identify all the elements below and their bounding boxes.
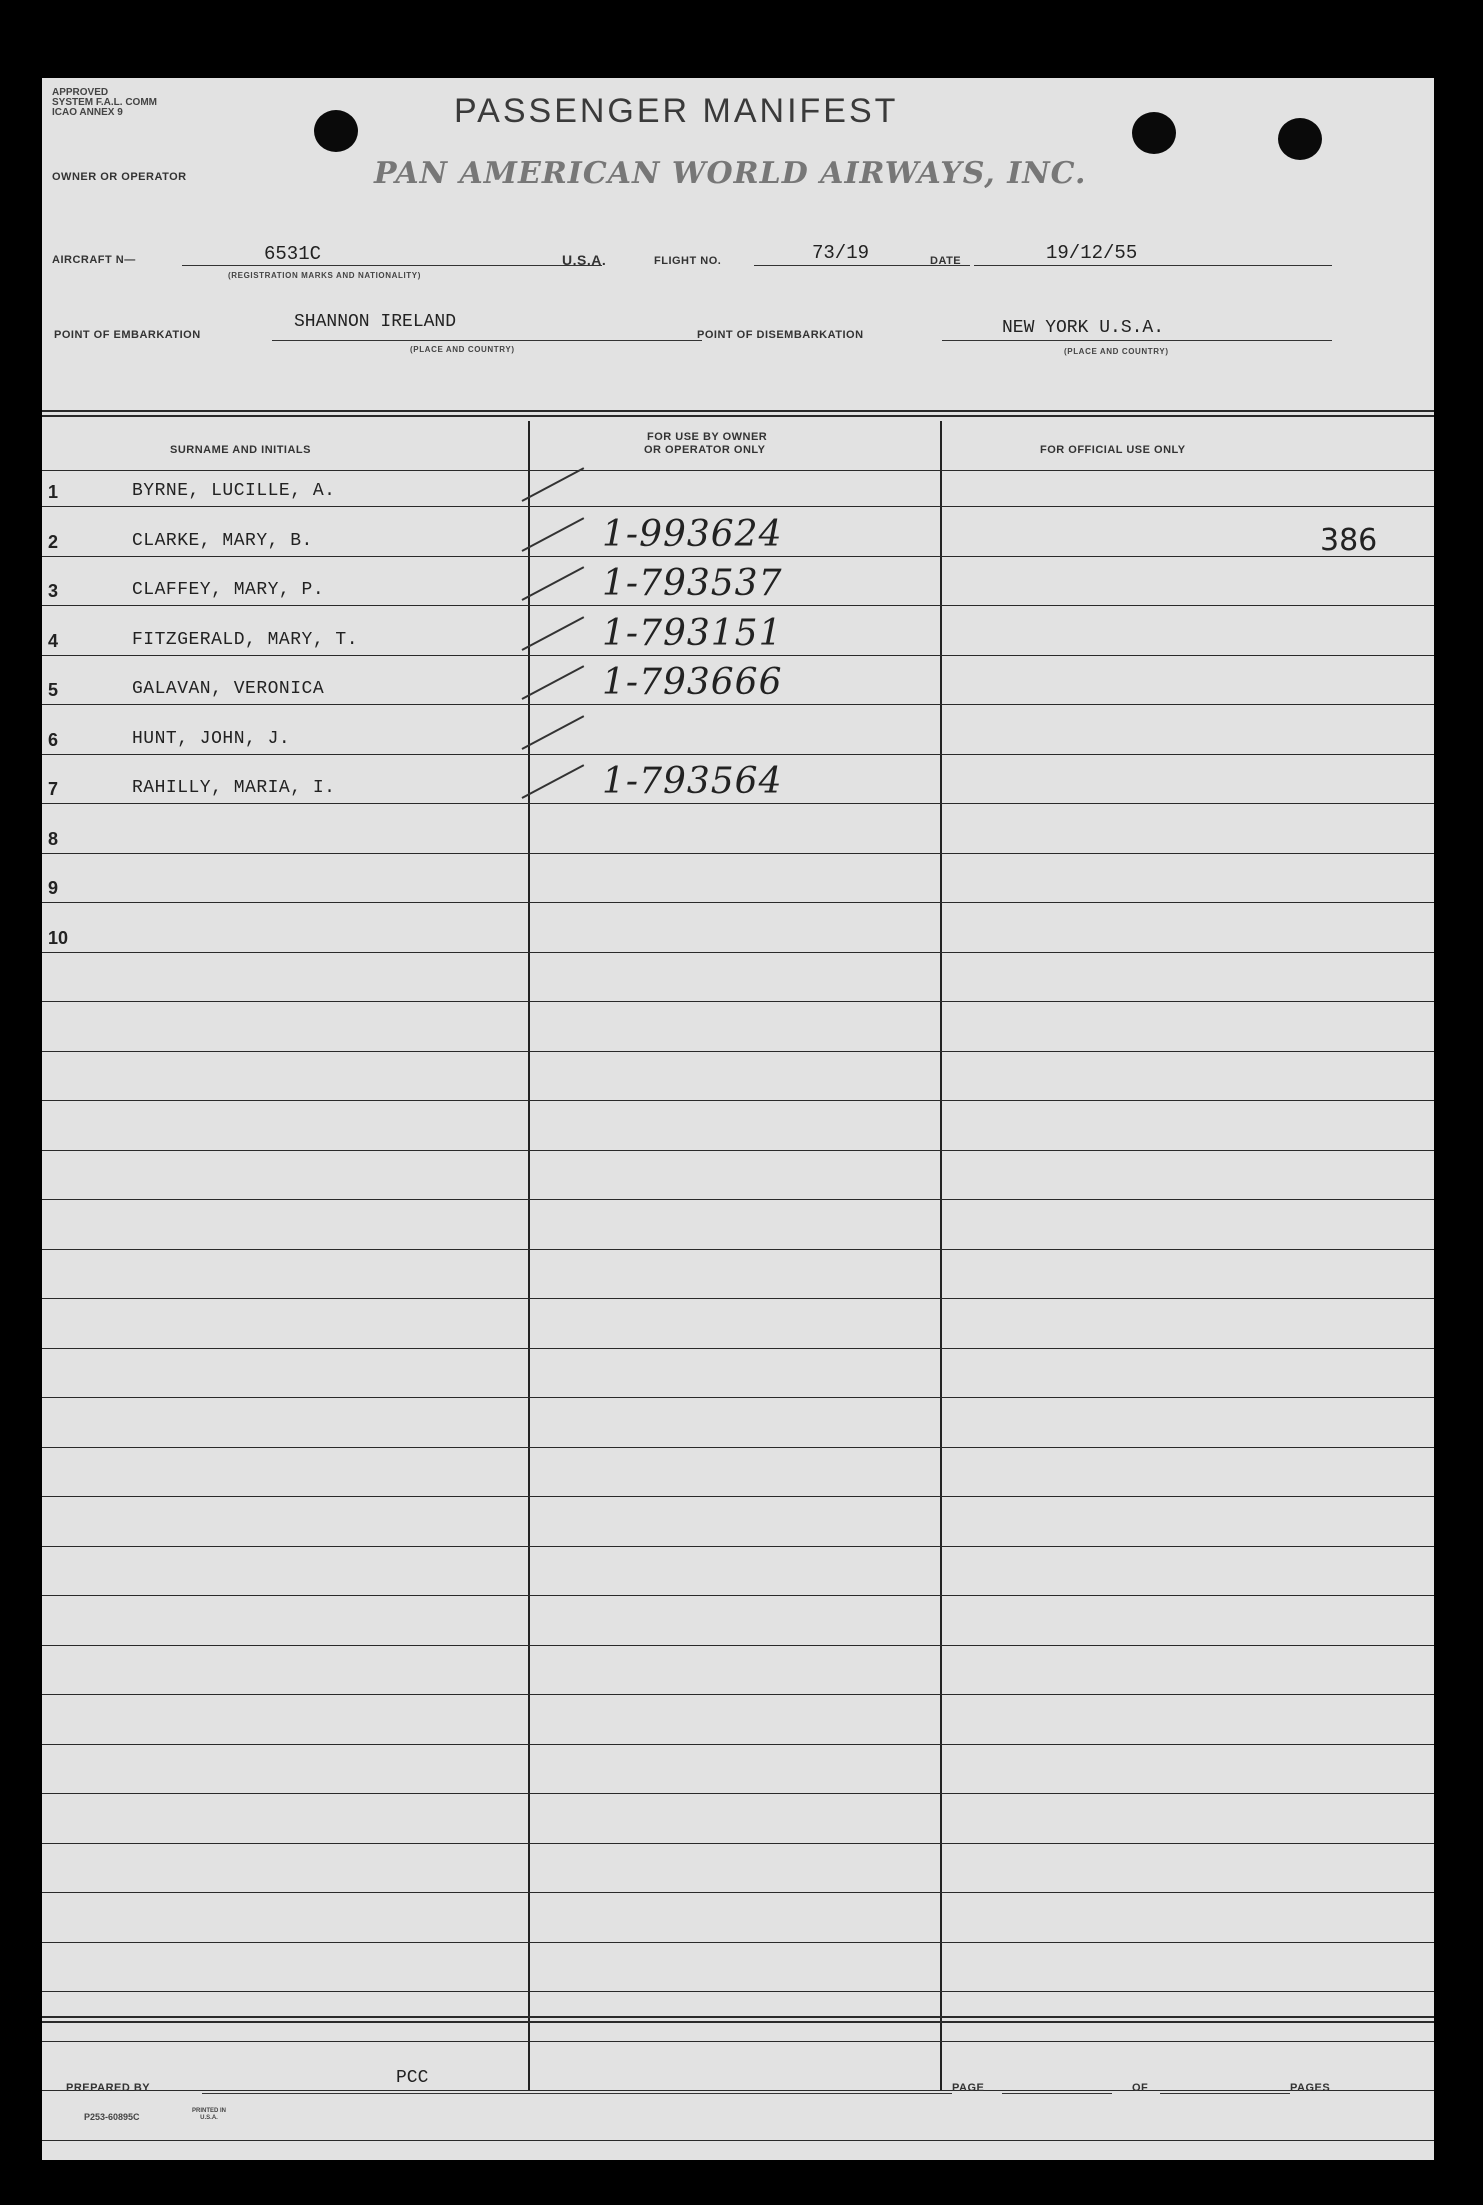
table-rule [42, 1892, 1434, 1893]
embark-sublabel: (PLACE AND COUNTRY) [410, 345, 515, 354]
date-value: 19/12/55 [1046, 242, 1138, 264]
passenger-name: CLARKE, MARY, B. [132, 530, 313, 551]
table-rule [42, 1397, 1434, 1398]
table-rule [42, 1793, 1434, 1794]
check-mark [522, 665, 585, 700]
column-divider-2 [940, 421, 942, 2091]
table-rule [42, 1546, 1434, 1547]
owner-label: OWNER OR OPERATOR [52, 171, 187, 183]
table-rule [42, 556, 1434, 557]
row-number: 1 [48, 482, 59, 502]
form-number: P253-60895C [84, 2112, 140, 2122]
table-rule [42, 1100, 1434, 1101]
check-mark [522, 715, 585, 750]
page-title: PASSENGER MANIFEST [454, 92, 899, 130]
embark-label: POINT OF EMBARKATION [54, 329, 201, 341]
table-rule [42, 902, 1434, 903]
registration-sublabel: (REGISTRATION MARKS AND NATIONALITY) [228, 271, 421, 280]
ticket-number: 1-793564 [602, 761, 783, 802]
table-rule [42, 803, 1434, 804]
approved-line-2: SYSTEM F.A.L. COMM [52, 97, 157, 108]
check-mark [522, 616, 585, 651]
row-number: 9 [48, 878, 59, 898]
row-number: 2 [48, 531, 59, 552]
punch-hole-right [1278, 118, 1322, 160]
ticket-number: 1-793151 [602, 612, 783, 654]
page-label: PAGE [952, 2082, 985, 2094]
margin-note: 386 [1320, 523, 1378, 558]
row-number: 3 [48, 581, 59, 601]
flight-value: 73/19 [812, 242, 870, 264]
table-rule [42, 605, 1434, 606]
col-owner-header-1: FOR USE BY OWNER [647, 431, 768, 443]
check-mark [522, 566, 585, 601]
manifest-sheet [42, 78, 1434, 2160]
table-rule [42, 853, 1434, 854]
table-rule [42, 1694, 1434, 1695]
passenger-name: HUNT, JOHN, J. [132, 728, 291, 749]
table-rule [42, 1744, 1434, 1745]
ticket-number: 1-793666 [602, 662, 783, 703]
table-rule [42, 1447, 1434, 1448]
table-rule [42, 754, 1434, 755]
disembark-label: POINT OF DISEMBARKATION [697, 329, 864, 341]
date-label: DATE [930, 255, 962, 267]
row-number: 10 [48, 927, 69, 948]
passenger-name: BYRNE, LUCILLE, A. [132, 481, 336, 501]
table-rule [42, 2090, 1434, 2091]
table-rule [42, 1298, 1434, 1299]
table-rule [42, 2041, 1434, 2042]
printed-mark: PRINTED IN U.S.A. [192, 2108, 227, 2121]
table-rule [42, 2140, 1434, 2141]
passenger-name: CLAFFEY, MARY, P. [132, 580, 325, 600]
nationality-label: U.S.A. [562, 252, 607, 268]
row-number: 7 [48, 779, 59, 799]
table-rule [42, 952, 1434, 953]
flight-label: FLIGHT NO. [654, 255, 722, 267]
table-rule [42, 1942, 1434, 1943]
embark-value: SHANNON IRELAND [294, 312, 457, 332]
table-rule [42, 1348, 1434, 1349]
table-rule [42, 655, 1434, 656]
table-rule [42, 1843, 1434, 1844]
approved-stamp [52, 88, 157, 118]
table-rule [42, 1595, 1434, 1596]
table-rule [42, 506, 1434, 507]
table-rule [42, 1249, 1434, 1250]
row-number: 6 [48, 729, 59, 750]
table-rule [42, 1150, 1434, 1151]
table-rule [42, 1001, 1434, 1002]
passenger-name: GALAVAN, VERONICA [132, 679, 325, 699]
approved-line-3: ICAO ANNEX 9 [52, 107, 123, 118]
prepared-label: PREPARED BY [66, 2082, 151, 2094]
disembark-sublabel: (PLACE AND COUNTRY) [1064, 347, 1169, 356]
ticket-number: 1-793537 [602, 563, 783, 604]
col-official-header: FOR OFFICIAL USE ONLY [1040, 444, 1186, 456]
passenger-name: RAHILLY, MARIA, I. [132, 778, 336, 798]
table-rule [42, 704, 1434, 705]
col-surname-header: SURNAME AND INITIALS [170, 444, 311, 456]
aircraft-value: 6531C [264, 243, 322, 265]
row-number: 8 [48, 828, 59, 849]
row-number: 5 [48, 680, 59, 700]
row-number: 4 [48, 630, 59, 651]
prepared-value: PCC [396, 2068, 429, 2088]
check-mark [522, 517, 585, 552]
disembark-value: NEW YORK U.S.A. [1002, 318, 1165, 338]
table-rule [42, 1051, 1434, 1052]
ticket-number: 1-993624 [602, 513, 783, 555]
punch-hole-left [314, 110, 358, 152]
pages-label: PAGES [1290, 2082, 1331, 2094]
passenger-name: FITZGERALD, MARY, T. [132, 629, 359, 650]
check-mark [522, 467, 585, 502]
column-divider-1 [528, 421, 530, 2091]
punch-hole-center [1132, 112, 1176, 154]
table-rule [42, 1991, 1434, 1992]
table-rule [42, 1199, 1434, 1200]
operator-name: PAN AMERICAN WORLD AIRWAYS, INC. [374, 156, 1087, 191]
check-mark [522, 764, 585, 799]
aircraft-label: AIRCRAFT N— [52, 254, 136, 266]
col-owner-header-2: OR OPERATOR ONLY [644, 444, 766, 456]
of-label: OF [1132, 2082, 1149, 2094]
table-rule [42, 1645, 1434, 1646]
approved-line-1: APPROVED [52, 87, 109, 98]
table-rule [42, 1496, 1434, 1497]
